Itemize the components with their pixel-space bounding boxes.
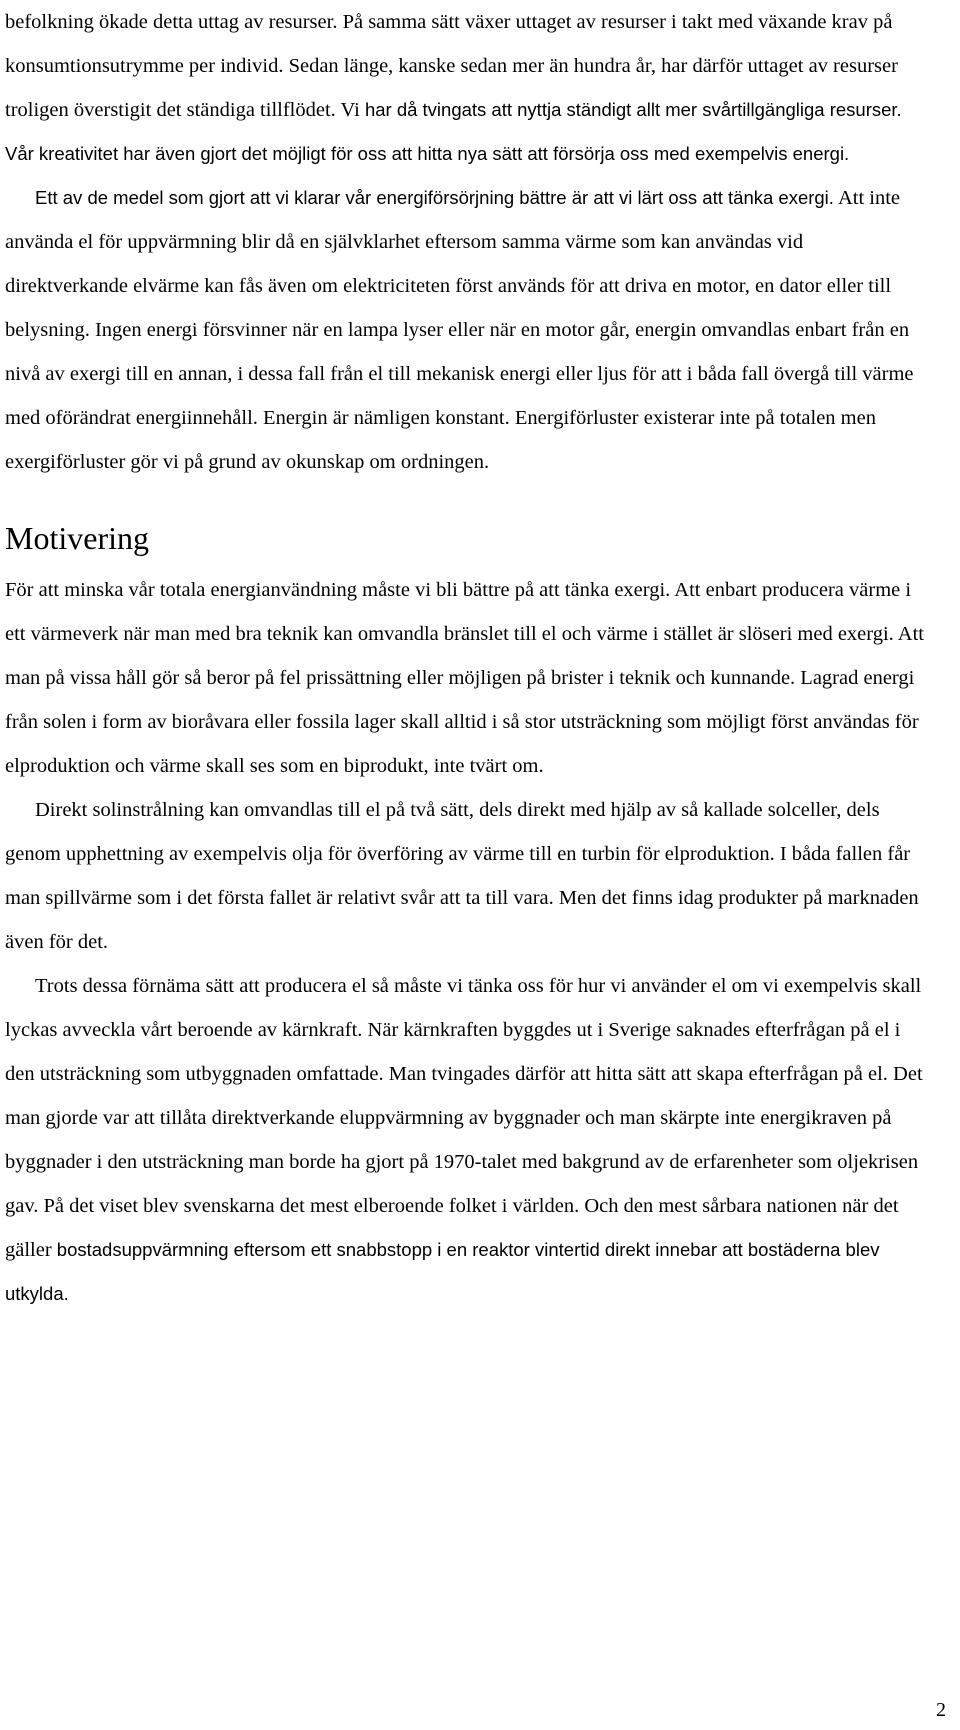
text-resources-intro: befolkning ökade detta uttag av resurser. På samma sätt växer uttaget av resurser i takt med växande krav på konsumtionsutrymme per individ. Sedan länge, kanske sedan mer än hundra år, har därför uttaget av resurser troligen överstigit det ständiga tillflödet. Vi	[5, 11, 898, 121]
section-spacer	[5, 484, 926, 508]
paragraph-solar: Direkt solinstrålning kan omvandlas till el på två sätt, dels direkt med hjälp av så kallade solceller, dels genom upphettning av exempelvis olja för överföring av värme till en turbin för elproduktion. I båda fallen får man spillvärme som i det första fallet är relativt svår att ta till vara. Men det finns idag produkter på marknaden även för det.	[5, 799, 919, 953]
text-nuclear-body: Trots dessa förnäma sätt att producera el så måste vi tänka oss för hur vi använder el om vi exempelvis skall lyckas avveckla vårt beroende av kärnkraft. När kärnkraften byggdes ut i Sverige saknades efterfrågan på el i den utsträckning som utbyggnaden omfattade. Man tvingades därför att hitta sätt att skapa efterfrågan på el. Det man gjorde var att tillåta direktverkande eluppvärmning av byggnader och man skärpte inte energikraven på byggnader i den utsträckning man borde ha gjort på 1970-talet med bakgrund av de erfarenheter som oljekrisen gav. På det viset blev svenskarna det mest elberoende folket i världen. Och den mest sårbara nationen när det gäller	[5, 975, 923, 1261]
section-heading-motivering: Motivering	[5, 520, 149, 556]
paragraph-exergy	[5, 176, 926, 484]
page-number: 2	[936, 1699, 946, 1721]
text-exergy-body: Att inte använda el för uppvärmning blir då en självklarhet eftersom samma värme som kan användas vid direktverkande elvärme kan fås även om elektriciteten först används för att driva en motor, en dator eller till belysning. Ingen energi försvinner när en lampa lyser eller när en motor går, energin omvandlas enbart från en nivå av exergi till en annan, i dessa fall från el till mekanisk energi eller ljus för att i båda fall övergå till värme med oförändrat energiinnehåll. Energin är nämligen konstant. Energiförluster existerar inte på totalen men exergiförluster gör vi på grund av okunskap om ordningen.	[5, 187, 914, 473]
paragraph-motivering: För att minska vår totala energianvändning måste vi bli bättre på att tänka exergi. Att enbart producera värme i ett värmeverk när man med bra teknik kan omvandla bränslet till el och värme i stället är slöseri med exergi. Att man på vissa håll gör så beror på fel prissättning eller möjligen på brister i teknik och kunnande. Lagrad energi från solen i form av bioråvara eller fossila lager skall alltid i så stor utsträckning som möjligt först användas för elproduktion och värme skall ses som en biprodukt, inte tvärt om.	[5, 579, 924, 777]
text-exergy-intro: Ett av de medel som gjort att vi klarar vår energiförsörjning bättre är att vi lärt oss att tänka exergi.	[35, 187, 834, 208]
paragraph-nuclear	[5, 964, 926, 1316]
text-difficult-resources: har då tvingats att nyttja ständigt allt mer svårtillgängliga resurser.	[364, 99, 902, 120]
text-housing-heating: bostadsuppvärmning eftersom ett snabbstopp i en reaktor vintertid direkt innebar att bostäderna blev utkylda.	[5, 1239, 880, 1304]
text-creativity: Vår kreativitet har även gjort det möjligt för oss att hitta nya sätt att försörja oss med exempelvis energi.	[5, 143, 850, 164]
paragraph-resources	[5, 0, 926, 176]
